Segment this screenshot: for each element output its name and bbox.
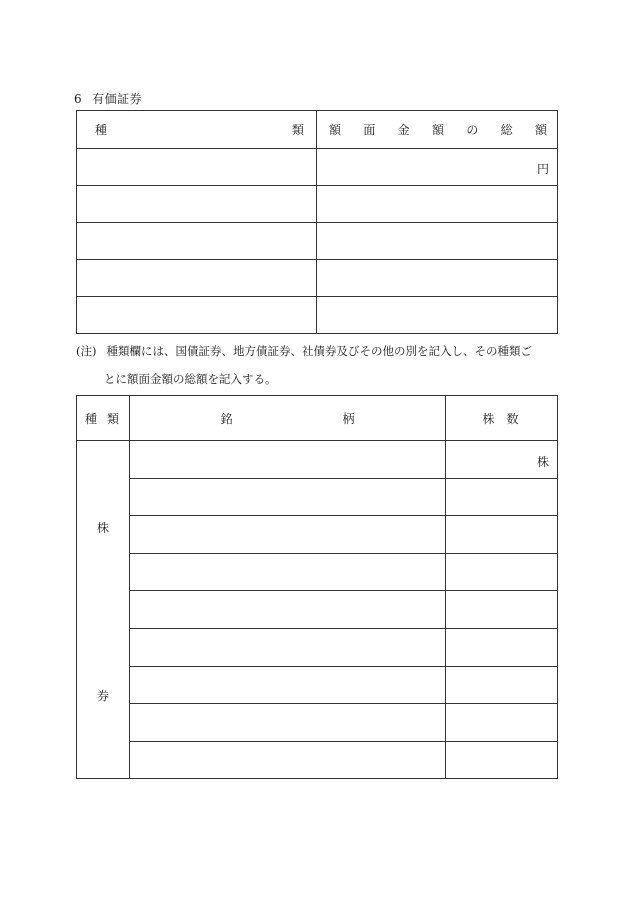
brand-cell[interactable]	[130, 478, 446, 516]
kind-cell[interactable]	[77, 223, 317, 260]
brand-cell[interactable]	[130, 628, 446, 666]
table-row	[77, 260, 558, 297]
kind-merged-cell	[77, 441, 130, 779]
brand-header	[130, 396, 446, 441]
brand-cell[interactable]	[130, 591, 446, 629]
table-row	[77, 441, 558, 479]
shares-table	[76, 395, 558, 779]
note-label: (注)	[76, 344, 97, 358]
header-char: 総	[500, 123, 513, 137]
kind-cell[interactable]	[77, 260, 317, 297]
shares-cell[interactable]	[446, 591, 558, 629]
shares-header: 株数	[446, 396, 558, 441]
brand-cell[interactable]	[130, 553, 446, 591]
header-char: の	[466, 123, 479, 137]
table-row	[77, 666, 558, 704]
kind-cell[interactable]	[77, 149, 317, 186]
brand-cell[interactable]	[130, 741, 446, 779]
table2-header-row	[77, 396, 558, 441]
brand-cell[interactable]	[130, 704, 446, 742]
shares-cell[interactable]	[446, 704, 558, 742]
shares-cell[interactable]	[446, 516, 558, 554]
table-row	[77, 516, 558, 554]
table-row	[77, 591, 558, 629]
brand-cell[interactable]	[130, 516, 446, 554]
table-row	[77, 741, 558, 779]
shares-cell[interactable]	[446, 741, 558, 779]
brand-header-char: 銘	[220, 411, 233, 426]
shares-unit: 株	[536, 455, 549, 469]
brand-cell[interactable]	[130, 441, 446, 479]
shares-cell[interactable]	[446, 553, 558, 591]
kind-header-char: 種	[95, 123, 108, 137]
table-row	[77, 478, 558, 516]
table-row	[77, 186, 558, 223]
note-text: 種類欄には、国債証券、地方債証券、社債券及びその他の別を記入し、その種類ご	[106, 344, 532, 358]
header-char: 額	[534, 123, 547, 137]
amount-cell[interactable]	[317, 186, 558, 223]
shares-cell[interactable]	[446, 666, 558, 704]
table-row	[77, 223, 558, 260]
amount-cell[interactable]	[317, 223, 558, 260]
brand-cell[interactable]	[130, 666, 446, 704]
kind-cell[interactable]	[77, 186, 317, 223]
table-row	[77, 149, 558, 186]
total-face-value-header	[317, 111, 558, 149]
amount-cell[interactable]	[317, 149, 558, 186]
kind-header	[77, 111, 317, 149]
note-line-2: とに額面金額の総額を記入する。	[104, 372, 277, 386]
table-row	[77, 553, 558, 591]
section-heading: 有価証券	[92, 92, 143, 106]
shares-cell[interactable]	[446, 441, 558, 479]
yen-unit: 円	[536, 162, 549, 176]
amount-cell[interactable]	[317, 297, 558, 334]
table1-header-row	[77, 111, 558, 149]
note-line-1	[76, 336, 532, 366]
header-char: 額	[431, 123, 444, 137]
shares-cell[interactable]	[446, 478, 558, 516]
header-char: 面	[363, 123, 376, 137]
kind-header: 種類	[77, 396, 130, 441]
kind-char: 株	[96, 521, 109, 535]
kind-char: 券	[96, 689, 109, 703]
header-char: 金	[397, 123, 410, 137]
amount-cell[interactable]	[317, 260, 558, 297]
shares-cell[interactable]	[446, 628, 558, 666]
securities-face-value-table	[76, 110, 558, 334]
kind-cell[interactable]	[77, 297, 317, 334]
brand-header-char: 柄	[342, 411, 355, 426]
section-title	[74, 90, 142, 107]
kind-header-char: 類	[291, 123, 304, 137]
table-row	[77, 704, 558, 742]
section-number: 6	[74, 92, 83, 106]
table-row	[77, 297, 558, 334]
table-row	[77, 628, 558, 666]
header-char: 額	[329, 123, 342, 137]
